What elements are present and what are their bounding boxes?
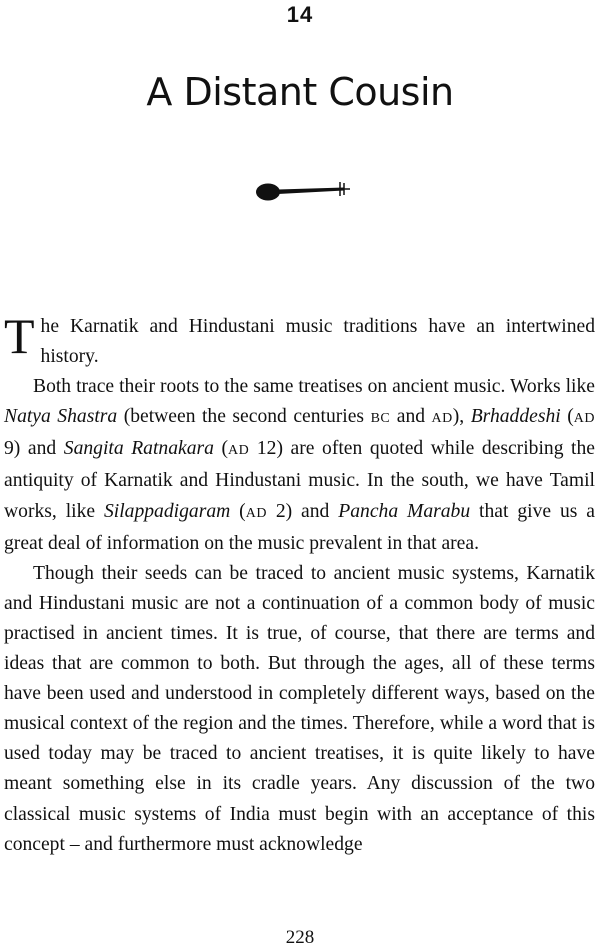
work-title: Silappadigaram (103, 500, 231, 522)
chapter-body (4, 308, 595, 860)
text-run: 12) are often quoted while describing the antiquity of Karnatik and Hindustani music. In the south, we have Tamil works, like (4, 438, 595, 522)
paragraph-3: Though their seeds can be traced to ancient music systems, Karnatik and Hindustani music are not a continuation of a common body of music practised in ancient times. It is true, of course, that there are terms and ideas that are common to both. But through the ages, all of these terms have been used and understood in completely different ways, based on the musical context of the region and the times. Therefore, while a word that is used today may be traced to ancient treatises, it is quite likely to have meant something else in its cradle years. Any discussion of the two classical music systems of India must begin with an acceptance of this concept – and furthermore must acknowledge (4, 562, 595, 855)
paragraph-1-text: he Karnatik and Hindustani music traditions have an intertwined history. (40, 316, 595, 368)
work-title: Brhaddeshi (470, 406, 561, 428)
text-run: ( (560, 406, 574, 428)
text-run: ), (452, 406, 471, 428)
paragraph-1 (4, 308, 595, 372)
work-title: Sangita Ratnakara (63, 438, 214, 460)
chapter-title: A Distant Cousin (146, 70, 454, 114)
text-run: (between the second centuries (117, 406, 371, 428)
text-run: ( (213, 438, 229, 460)
work-title: Pancha Marabu (338, 500, 471, 522)
chapter-number: 14 (286, 2, 314, 27)
paragraph-2 (4, 372, 595, 559)
era-abbr: AD (228, 443, 250, 459)
era-abbr: AD (245, 505, 267, 521)
page-number: 228 (285, 927, 315, 948)
work-title: Natya Shastra (4, 406, 118, 428)
text-run: 2) and (266, 500, 339, 522)
era-abbr: BC (370, 411, 391, 427)
text-run: ( (230, 500, 246, 522)
text-run: Both trace their roots to the same treatises on ancient music. Works like (33, 376, 595, 398)
drop-cap: T (4, 308, 35, 364)
text-run: that give us a great deal of information on the music prevalent in that area. (4, 500, 595, 554)
text-run: and (390, 406, 432, 428)
era-abbr: AD (431, 411, 453, 427)
era-abbr: AD (573, 411, 595, 427)
text-run: 9) and (4, 438, 64, 460)
veena-ornament-icon (254, 172, 354, 212)
